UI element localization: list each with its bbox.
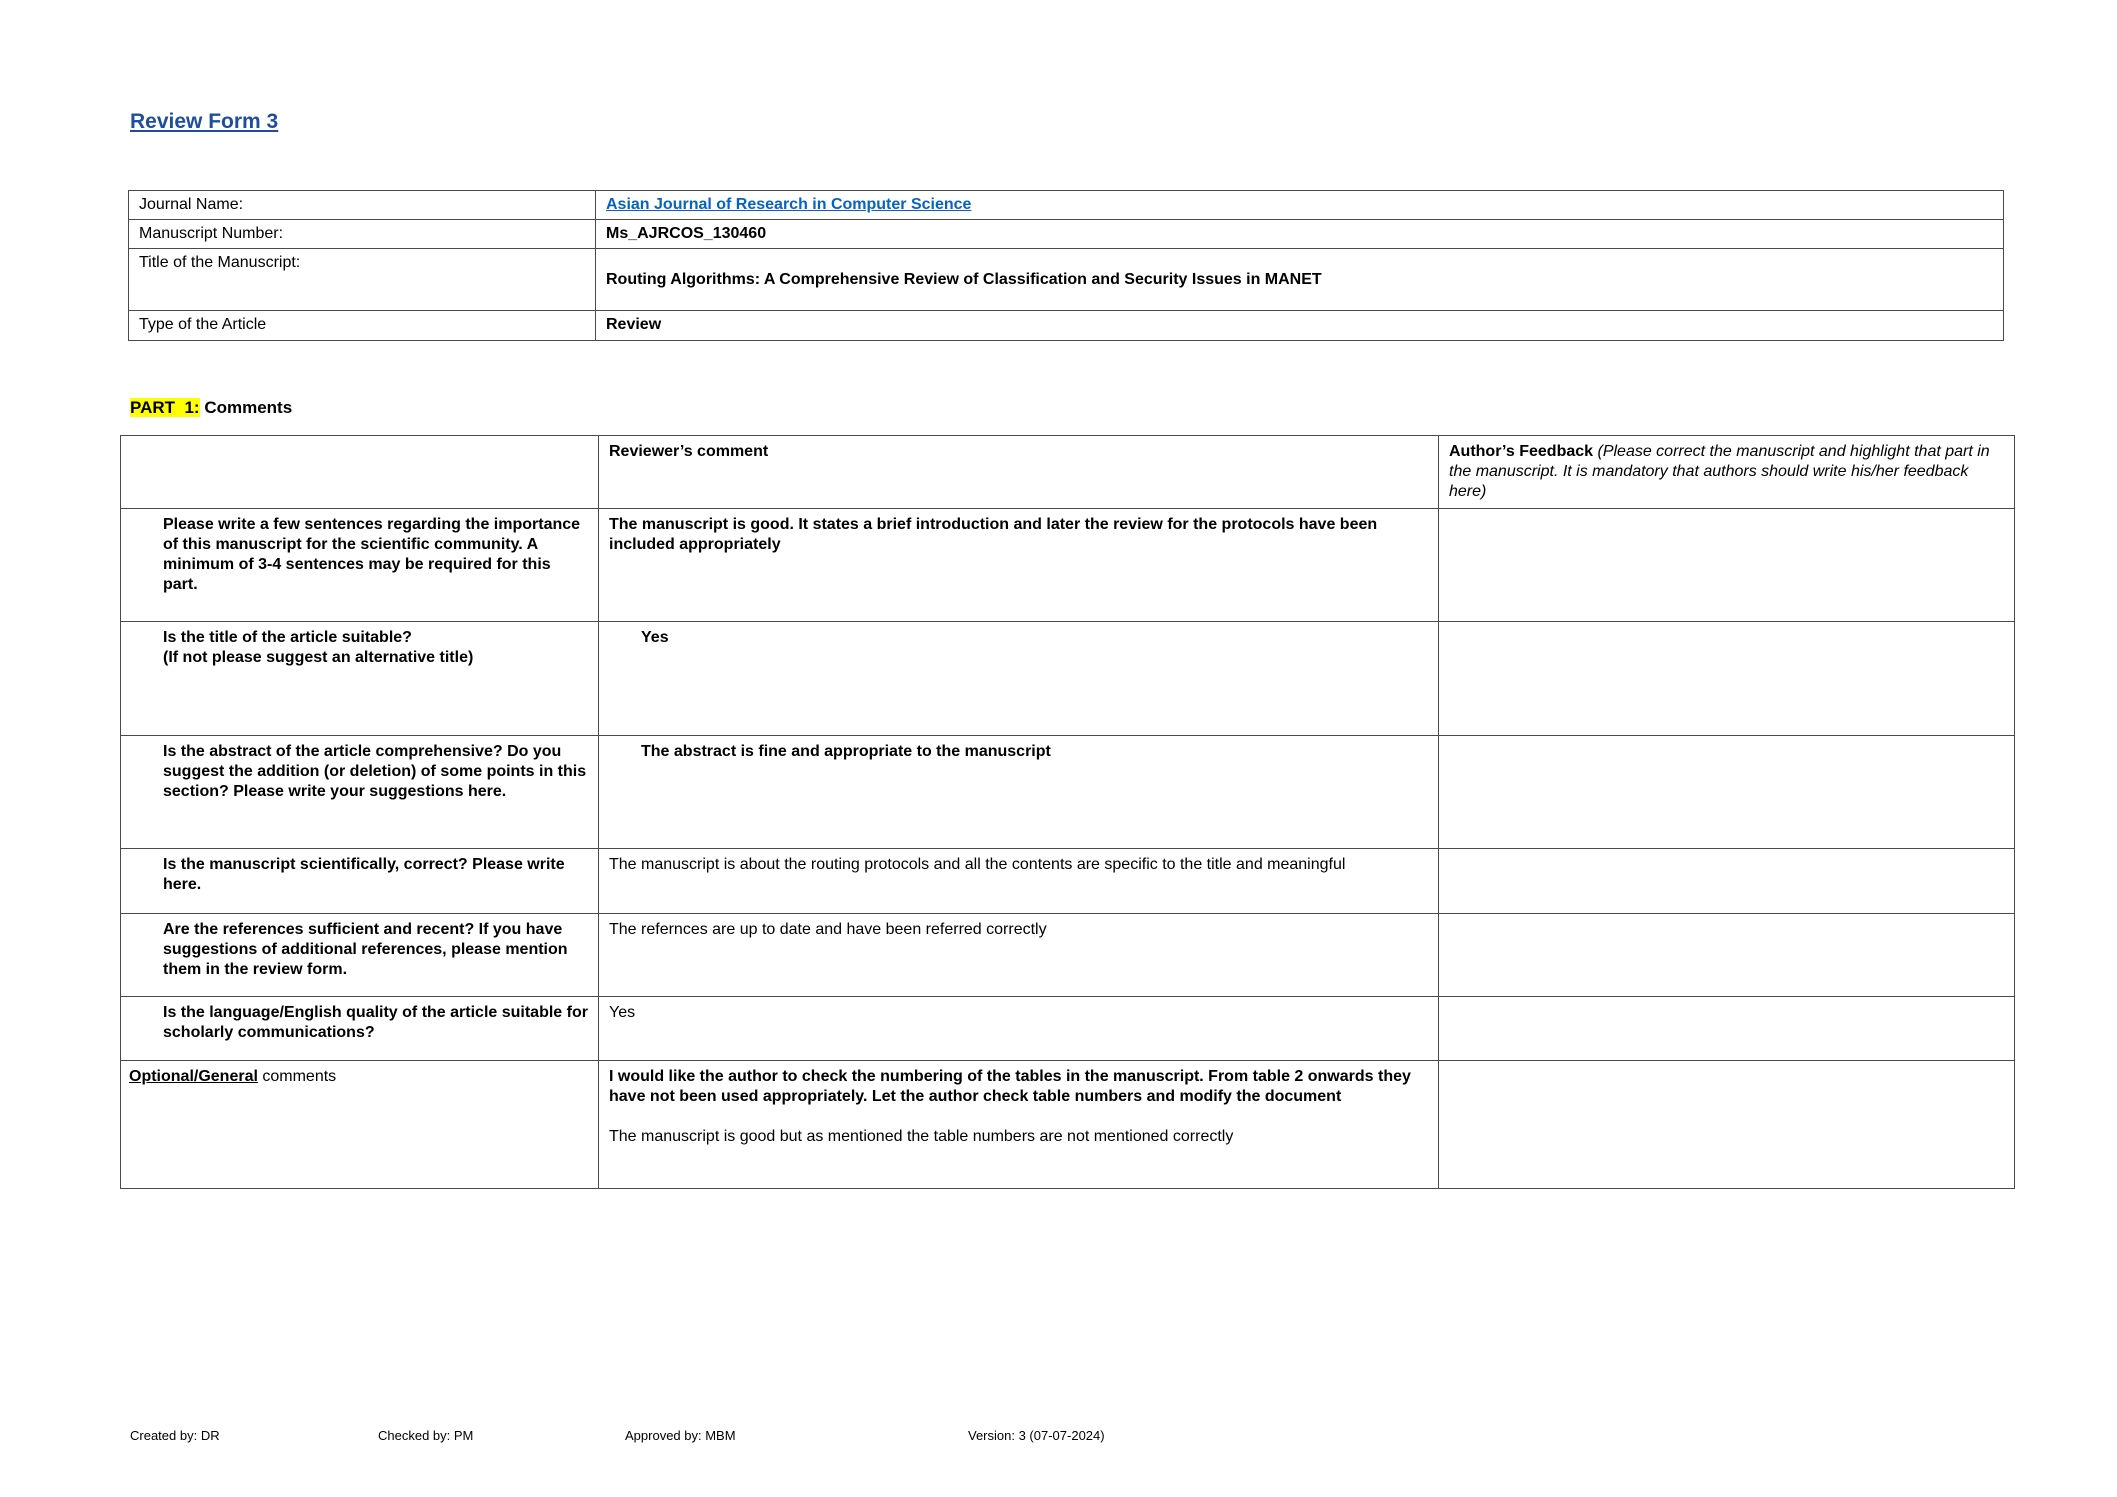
answer-optional-regular: The manuscript is good but as mentioned the table numbers are not mentioned correctly: [609, 1128, 1234, 1145]
footer-version: Version: 3 (07-07-2024): [968, 1428, 1105, 1443]
article-type-label: Type of the Article: [129, 311, 596, 341]
author-feedback-cell: [1439, 509, 2015, 622]
table-row: [121, 849, 2015, 914]
footer-created-by: Created by: DR: [130, 1428, 220, 1443]
meta-row-title: [129, 249, 2004, 311]
answer-optional-cell: [599, 1061, 1439, 1189]
question-title-suitable: [121, 622, 599, 736]
meta-row-journal: [129, 191, 2004, 220]
meta-row-article-type: [129, 311, 2004, 341]
question-title-suitable-line2: (If not please suggest an alternative title): [163, 649, 474, 666]
question-optional-rest: comments: [257, 1068, 337, 1085]
answer-scientific: The manuscript is about the routing protocols and all the contents are specific to the title and meaningful: [599, 849, 1439, 914]
comments-header-row: [121, 436, 2015, 509]
manuscript-number-value: Ms_AJRCOS_130460: [596, 220, 2004, 249]
question-optional-bold: Optional/General: [129, 1068, 258, 1085]
table-row: [121, 997, 2015, 1061]
author-feedback-header-note: (Please correct the manuscript and highlight that part in the manuscript. It is mandatory that authors should write his/her feedback here): [1449, 443, 1990, 500]
author-feedback-cell: [1439, 736, 2015, 849]
question-references: Are the references sufficient and recent? If you have suggestions of additional references, please mention them in the review form.: [121, 914, 599, 997]
table-row: [121, 736, 2015, 849]
answer-abstract: The abstract is fine and appropriate to the manuscript: [641, 743, 1051, 760]
table-row: [121, 622, 2015, 736]
header-empty-cell: [121, 436, 599, 509]
author-feedback-header-title: Author’s Feedback: [1449, 443, 1594, 460]
page-footer: [130, 1428, 1630, 1448]
part1-heading: [130, 398, 292, 418]
document-title-link[interactable]: Review Form 3: [130, 110, 279, 133]
meta-row-manuscript-number: [129, 220, 2004, 249]
part1-highlight: PART 1:: [130, 398, 200, 417]
question-optional-comments: [121, 1061, 599, 1189]
author-feedback-cell: [1439, 997, 2015, 1061]
answer-title-suitable: Yes: [641, 629, 669, 646]
author-feedback-cell: [1439, 1061, 2015, 1189]
manuscript-title-value: Routing Algorithms: A Comprehensive Review of Classification and Security Issues in MANET: [596, 249, 2004, 311]
table-row: [121, 509, 2015, 622]
question-importance: Please write a few sentences regarding the importance of this manuscript for the scientific community. A minimum of 3-4 sentences may be required for this part.: [121, 509, 599, 622]
answer-references: The refernces are up to date and have been referred correctly: [599, 914, 1439, 997]
manuscript-meta-table: [128, 190, 2004, 341]
journal-name-cell: [596, 191, 2004, 220]
question-abstract: Is the abstract of the article comprehensive? Do you suggest the addition (or deletion) of some points in this section? Please write your suggestions here.: [121, 736, 599, 849]
footer-checked-by: Checked by: PM: [378, 1428, 474, 1443]
article-type-value: Review: [596, 311, 2004, 341]
author-feedback-header: [1439, 436, 2015, 509]
answer-title-suitable-cell: [599, 622, 1439, 736]
journal-name-link[interactable]: Asian Journal of Research in Computer Science: [606, 196, 972, 213]
journal-name-label: Journal Name:: [129, 191, 596, 220]
part1-heading-rest: Comments: [204, 398, 293, 417]
author-feedback-cell: [1439, 622, 2015, 736]
answer-language: Yes: [599, 997, 1439, 1061]
answer-abstract-cell: [599, 736, 1439, 849]
author-feedback-cell: [1439, 849, 2015, 914]
answer-importance: The manuscript is good. It states a brief introduction and later the review for the protocols have been included appropriately: [599, 509, 1439, 622]
answer-optional-bold: I would like the author to check the numbering of the tables in the manuscript. From table 2 onwards they have not been used appropriately. Let the author check table numbers and modify the document: [609, 1068, 1411, 1105]
table-row: [121, 914, 2015, 997]
question-language: Is the language/English quality of the article suitable for scholarly communications?: [121, 997, 599, 1061]
question-title-suitable-line1: Is the title of the article suitable?: [163, 629, 412, 646]
reviewer-comment-header: Reviewer’s comment: [599, 436, 1439, 509]
table-row: [121, 1061, 2015, 1189]
author-feedback-cell: [1439, 914, 2015, 997]
question-scientific: Is the manuscript scientifically, correct? Please write here.: [121, 849, 599, 914]
manuscript-title-label: Title of the Manuscript:: [129, 249, 596, 311]
footer-approved-by: Approved by: MBM: [625, 1428, 736, 1443]
manuscript-number-label: Manuscript Number:: [129, 220, 596, 249]
comments-table: [120, 435, 2015, 1189]
